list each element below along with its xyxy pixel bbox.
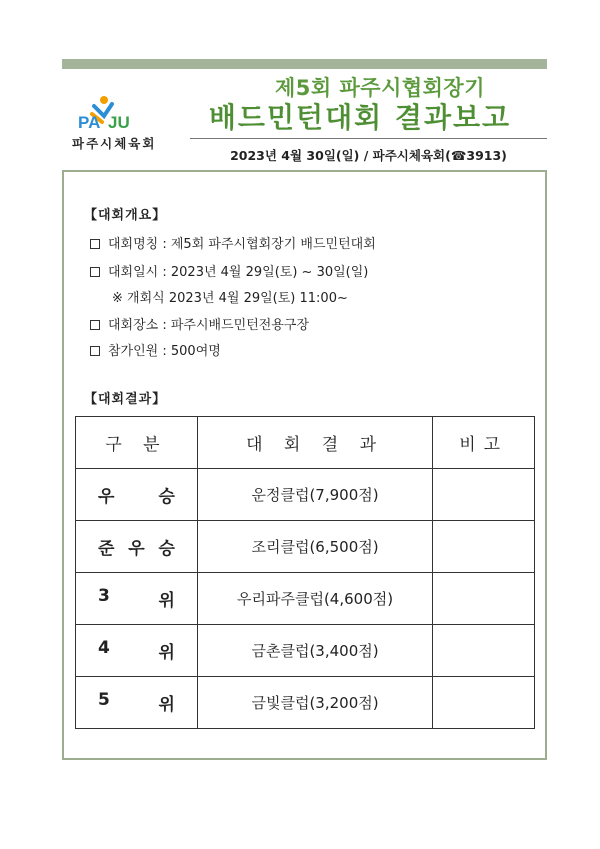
table-header-row	[76, 417, 535, 469]
result-cell: 금빛클럽(3,200점)	[197, 677, 432, 729]
logo-lettering-ju: JU	[108, 113, 130, 132]
overview-item: 대회명칭 : 제5회 파주시협회장기 배드민턴대회	[90, 233, 376, 252]
note-cell	[433, 521, 535, 573]
checkbox-icon	[90, 320, 100, 330]
rank-cell: 4 위	[76, 625, 198, 677]
header-division: 구 분	[76, 417, 198, 469]
result-cell: 운정클럽(7,900점)	[197, 469, 432, 521]
checkbox-icon	[90, 346, 100, 356]
table-row	[76, 521, 535, 573]
note-cell	[433, 573, 535, 625]
overview-item: 대회장소 : 파주시배드민턴전용구장	[90, 314, 309, 333]
title-rule	[190, 138, 547, 139]
checkbox-icon	[90, 239, 100, 249]
overview-item: 대회일시 : 2023년 4월 29일(토) ~ 30일(일)	[90, 261, 368, 280]
table-row	[76, 469, 535, 521]
result-cell: 금촌클럽(3,400점)	[197, 625, 432, 677]
result-cell: 조리클럽(6,500점)	[197, 521, 432, 573]
rank-cell: 5 위	[76, 677, 198, 729]
header-result: 대 회 결 과	[197, 417, 432, 469]
title-line2: 배드민턴대회 결과보고	[208, 101, 512, 134]
overview-note: ※ 개회식 2023년 4월 29일(토) 11:00~	[112, 291, 348, 306]
note-cell	[433, 469, 535, 521]
table-row	[76, 625, 535, 677]
report-subtitle: 2023년 4월 30일(일) / 파주시체육회(☎3913)	[230, 148, 507, 163]
results-heading: 【대회결과】	[84, 392, 167, 407]
table-row	[76, 573, 535, 625]
overview-item: 참가인원 : 500여명	[90, 340, 221, 359]
checkbox-icon	[90, 267, 100, 277]
note-cell	[433, 677, 535, 729]
title-line1: 제5회 파주시협회장기	[275, 76, 485, 100]
org-name: 파주시체육회	[72, 136, 157, 151]
rank-cell: 우 승	[76, 469, 198, 521]
logo-lettering: PA	[78, 113, 101, 132]
result-cell: 우리파주클럽(4,600점)	[197, 573, 432, 625]
note-cell	[433, 625, 535, 677]
rank-cell: 3 위	[76, 573, 198, 625]
header-note: 비고	[433, 417, 535, 469]
overview-heading: 【대회개요】	[84, 208, 167, 223]
rank-cell: 준 우 승	[76, 521, 198, 573]
table-row	[76, 677, 535, 729]
results-table	[75, 416, 535, 729]
top-bar	[62, 59, 547, 69]
